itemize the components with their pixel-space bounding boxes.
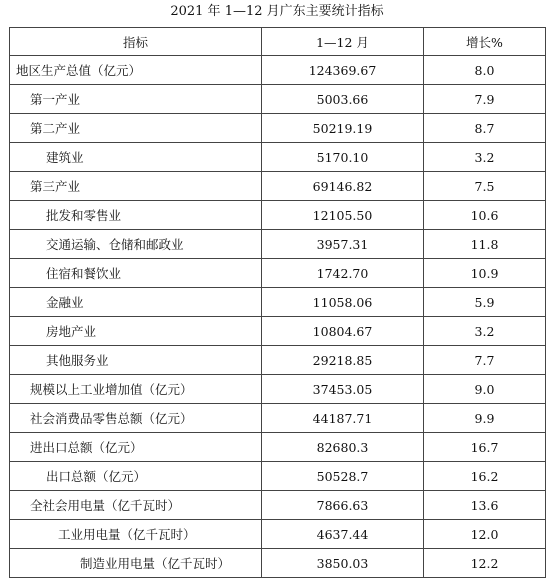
period-value-cell: 124369.67 [262,56,424,85]
period-value-cell: 1742.70 [262,259,424,288]
growth-rate-cell: 8.0 [424,56,546,85]
indicator-name-cell: 工业用电量（亿千瓦时） [10,520,262,549]
column-header-period: 1—12 月 [262,28,424,56]
indicator-name-cell: 其他服务业 [10,346,262,375]
indicator-name-cell: 社会消费品零售总额（亿元） [10,404,262,433]
table-row [10,85,546,114]
period-value-cell: 29218.85 [262,346,424,375]
period-value-cell: 50219.19 [262,114,424,143]
table-header-row [10,28,546,56]
indicator-name-cell: 建筑业 [10,143,262,172]
statistics-table [9,27,546,578]
growth-rate-cell: 8.7 [424,114,546,143]
table-row [10,56,546,85]
period-value-cell: 3850.03 [262,549,424,578]
period-value-cell: 5003.66 [262,85,424,114]
growth-rate-cell: 3.2 [424,143,546,172]
table-row [10,346,546,375]
table-row [10,375,546,404]
period-value-cell: 5170.10 [262,143,424,172]
period-value-cell: 82680.3 [262,433,424,462]
period-value-cell: 3957.31 [262,230,424,259]
growth-rate-cell: 16.7 [424,433,546,462]
growth-rate-cell: 10.6 [424,201,546,230]
table-row [10,230,546,259]
growth-rate-cell: 16.2 [424,462,546,491]
period-value-cell: 44187.71 [262,404,424,433]
indicator-name-cell: 进出口总额（亿元） [10,433,262,462]
column-header-indicator: 指标 [10,28,262,56]
table-row [10,172,546,201]
indicator-name-cell: 规模以上工业增加值（亿元） [10,375,262,404]
period-value-cell: 12105.50 [262,201,424,230]
table-row [10,201,546,230]
growth-rate-cell: 5.9 [424,288,546,317]
table-row [10,259,546,288]
growth-rate-cell: 12.2 [424,549,546,578]
indicator-name-cell: 房地产业 [10,317,262,346]
indicator-name-cell: 交通运输、仓储和邮政业 [10,230,262,259]
period-value-cell: 69146.82 [262,172,424,201]
indicator-name-cell: 住宿和餐饮业 [10,259,262,288]
indicator-name-cell: 第二产业 [10,114,262,143]
growth-rate-cell: 7.5 [424,172,546,201]
table-body [10,56,546,578]
table-row [10,114,546,143]
growth-rate-cell: 12.0 [424,520,546,549]
indicator-name-cell: 批发和零售业 [10,201,262,230]
table-row [10,143,546,172]
indicator-name-cell: 制造业用电量（亿千瓦时） [10,549,262,578]
table-row [10,549,546,578]
indicator-name-cell: 第一产业 [10,85,262,114]
growth-rate-cell: 13.6 [424,491,546,520]
indicator-name-cell: 全社会用电量（亿千瓦时） [10,491,262,520]
growth-rate-cell: 9.0 [424,375,546,404]
period-value-cell: 10804.67 [262,317,424,346]
table-row [10,404,546,433]
period-value-cell: 50528.7 [262,462,424,491]
growth-rate-cell: 7.7 [424,346,546,375]
table-row [10,288,546,317]
table-row [10,462,546,491]
period-value-cell: 11058.06 [262,288,424,317]
indicator-name-cell: 金融业 [10,288,262,317]
table-row [10,520,546,549]
period-value-cell: 4637.44 [262,520,424,549]
growth-rate-cell: 11.8 [424,230,546,259]
growth-rate-cell: 3.2 [424,317,546,346]
table-row [10,491,546,520]
indicator-name-cell: 出口总额（亿元） [10,462,262,491]
growth-rate-cell: 7.9 [424,85,546,114]
indicator-name-cell: 地区生产总值（亿元） [10,56,262,85]
period-value-cell: 7866.63 [262,491,424,520]
indicator-name-cell: 第三产业 [10,172,262,201]
table-row [10,317,546,346]
table-row [10,433,546,462]
period-value-cell: 37453.05 [262,375,424,404]
table-title: 2021 年 1—12 月广东主要统计指标 [170,4,384,19]
growth-rate-cell: 10.9 [424,259,546,288]
column-header-growth: 增长% [424,28,546,56]
growth-rate-cell: 9.9 [424,404,546,433]
